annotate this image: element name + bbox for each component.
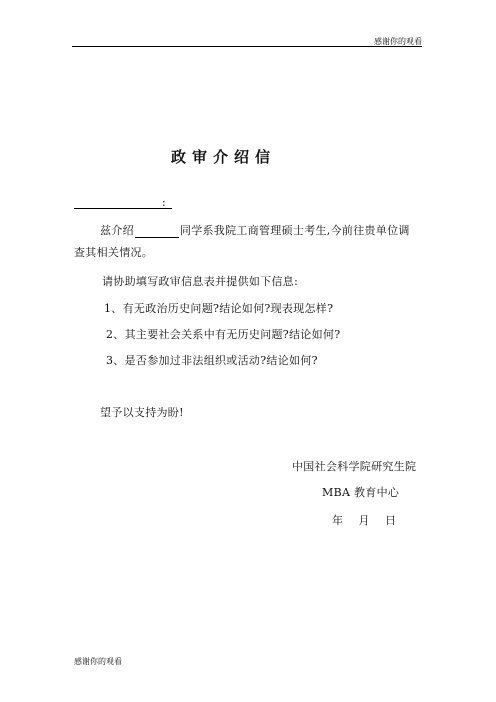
signature-date: 年 月 日 [332,514,397,527]
letter-title: 政审介绍信 [171,148,277,166]
intro-line-2: 查其相关情况。 [74,246,154,259]
header-rule [72,46,422,47]
addressee-colon: : [162,196,166,209]
intro-prefix: 兹介绍 [100,224,134,237]
question-2: 2、其主要社会关系中有无历史问题?结论如何? [106,328,341,341]
question-3: 3、是否参加过非法组织或活动?结论如何? [106,354,318,367]
student-name-blank [135,225,179,238]
signature-org: 中国社会科学院研究生院 [292,460,417,473]
request-text: 请协助填写政审信息表并提供如下信息: [102,275,299,288]
footer-text: 感谢你的观看 [74,657,122,666]
intro-suffix: 同学系我院工商管理硕士考生,今前往贵单位调 [179,224,410,237]
signature-dept: MBA 教育中心 [322,486,400,499]
addressee-blank [74,208,172,209]
closing-text: 望予以支持为盼! [100,406,184,419]
header-text: 感谢你的观看 [374,37,422,46]
question-1: 1、有无政治历史问题?结论如何?现表现怎样? [104,302,334,315]
intro-line-1 [100,222,410,238]
